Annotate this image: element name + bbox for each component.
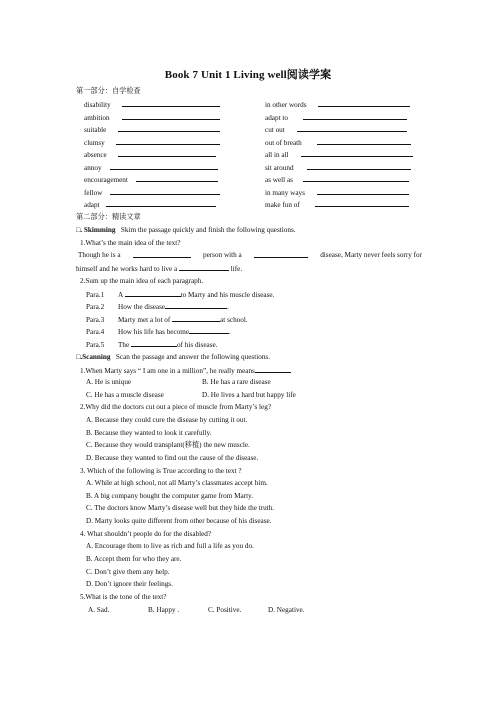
answer-blank[interactable] (189, 327, 229, 334)
vocab-row: all in all (265, 150, 413, 160)
answer-blank[interactable] (122, 113, 220, 120)
para-row: Para.5 The of his disease. (86, 341, 218, 349)
option: A. Because they could cure the disease by cutting it out. (86, 416, 248, 424)
vocab-row: encouragement (84, 175, 218, 185)
part2-heading: 第二部分：精读文章 (76, 213, 141, 221)
skimming-instruction: □. Skimming Skim the passage quickly and finish the following questions. (76, 226, 296, 234)
answer-blank[interactable] (131, 340, 177, 347)
skim-q1-sentence-line2: himself and he works hard to live a life. (76, 265, 243, 273)
answer-blank[interactable] (118, 125, 220, 132)
para-row: Para.2 How the disease . (86, 303, 229, 311)
vocab-row: ambition (84, 113, 220, 123)
option: B. Accept them for who they are. (86, 555, 182, 563)
option: C. The doctors know Marty’s disease well but they hide the truth. (86, 504, 275, 512)
answer-blank[interactable] (315, 200, 409, 207)
answer-blank[interactable] (255, 366, 291, 373)
para-row: Para.4 How his life has become . (86, 328, 231, 336)
vocab-row: clumsy (84, 138, 220, 148)
answer-blank[interactable] (254, 251, 308, 258)
option: D. Because they wanted to find out the cause of the disease. (86, 454, 259, 462)
answer-blank[interactable] (136, 175, 218, 182)
vocab-row: absence (84, 150, 216, 160)
answer-blank[interactable] (110, 188, 220, 195)
skim-q1: 1.What’s the main idea of the text? (80, 239, 181, 247)
skim-q2: 2.Sum up the main idea of each paragraph. (80, 277, 204, 285)
vocab-row: annoy (84, 163, 218, 173)
option-row: A. He is unique B. He has a rare disease (86, 378, 271, 386)
answer-blank[interactable] (118, 150, 216, 157)
para-row: Para.3 Marty met a lot of at school. (86, 316, 248, 324)
option: D. Don’t ignore their feelings. (86, 580, 173, 588)
scan-q5: 5.What is the tone of the text? (80, 593, 167, 601)
option: C. Because they would transplant(移植) the new muscle. (86, 441, 250, 449)
vocab-row: adapt to (265, 113, 407, 123)
answer-blank[interactable] (172, 315, 220, 322)
answer-blank[interactable] (303, 175, 409, 182)
vocab-row: in many ways (265, 188, 409, 198)
answer-blank[interactable] (179, 264, 229, 271)
option-row: C. He has a muscle disease D. He lives a hard but happy life (86, 391, 296, 399)
scan-q4: 4. What shouldn’t people do for the disabled? (80, 530, 212, 538)
answer-blank[interactable] (165, 302, 227, 309)
option: A. While at high school, not all Marty’s classmates accept him. (86, 479, 268, 487)
vocab-row: in other words (265, 100, 410, 110)
para-row: Para.1 A to Marty and his muscle disease. (86, 291, 275, 299)
vocab-row: suitable (84, 125, 220, 135)
vocab-row: as well as (265, 175, 409, 185)
answer-blank[interactable] (307, 163, 411, 170)
answer-blank[interactable] (297, 125, 407, 132)
answer-blank[interactable] (317, 138, 411, 145)
vocab-row: out of breath (265, 138, 411, 148)
scan-q3: 3. Which of the following is True according to the text ? (80, 467, 242, 475)
answer-blank[interactable] (110, 163, 218, 170)
scan-q2: 2.Why did the doctors cut out a piece of muscle from Marty’s leg? (80, 403, 272, 411)
vocab-row: cut out (265, 125, 407, 135)
answer-blank[interactable] (301, 150, 413, 157)
option: D. Marty looks quite different from other because of his disease. (86, 517, 272, 525)
page-title: Book 7 Unit 1 Living well阅读学案 (164, 69, 332, 81)
answer-blank[interactable] (116, 138, 220, 145)
scan-q1: 1.When Marty says “ I am one in a million”, he really means (80, 366, 291, 376)
answer-blank[interactable] (122, 100, 220, 107)
answer-blank[interactable] (303, 113, 407, 120)
skim-q1-sentence-line1: Though he is a person with a disease, Marty never feels sorry for (78, 251, 422, 259)
scanning-instruction: □.Scanning Scan the passage and answer the following questions. (76, 353, 271, 361)
answer-blank[interactable] (133, 251, 191, 258)
vocab-row: make fun of (265, 200, 409, 210)
vocab-row: disability (84, 100, 220, 110)
option-row: A. Sad. B. Happy . C. Positive. D. Negative. (88, 606, 305, 614)
option: B. Because they wanted to look it carefully. (86, 429, 212, 437)
answer-blank[interactable] (106, 200, 216, 207)
option: C. Don’t give them any help. (86, 568, 170, 576)
answer-blank[interactable] (125, 290, 181, 297)
vocab-row: fellow (84, 188, 220, 198)
part1-heading: 第一部分：自学检查 (76, 87, 141, 95)
answer-blank[interactable] (318, 100, 410, 107)
option: A. Encourage them to live as rich and full a life as you do. (86, 542, 254, 550)
answer-blank[interactable] (317, 188, 409, 195)
vocab-row: adapt (84, 200, 216, 210)
option: B. A big company bought the computer game from Marty. (86, 492, 254, 500)
vocab-row: sit around (265, 163, 411, 173)
